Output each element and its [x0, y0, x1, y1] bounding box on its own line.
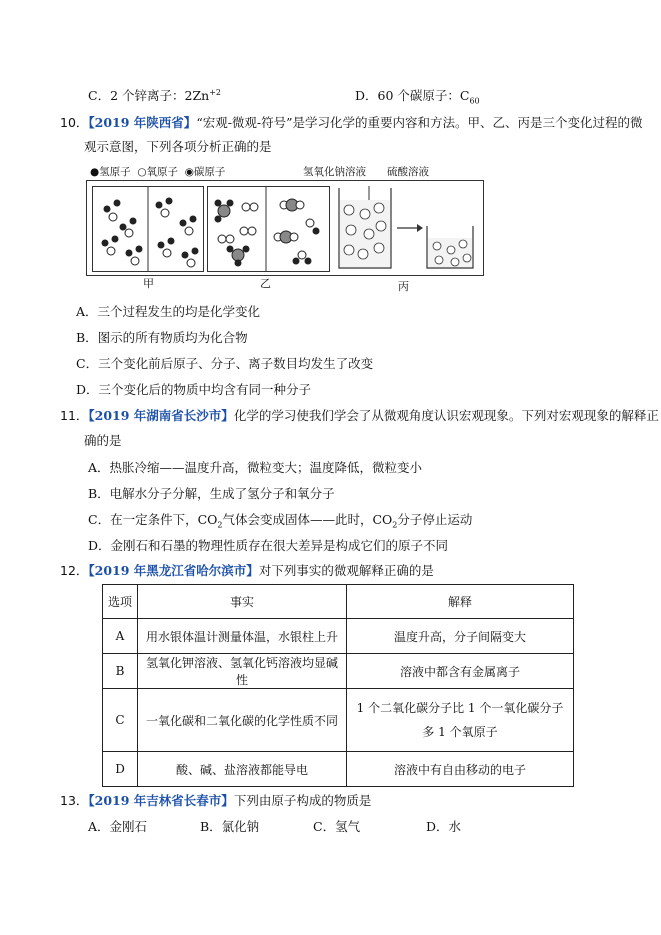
fig-label-h2so4: 硫酸溶液	[387, 166, 429, 178]
q10-figure	[86, 180, 484, 276]
header-fact: 事实	[138, 585, 347, 619]
fig-label-naoh: 氢氧化钠溶液	[303, 166, 366, 178]
q10-option-b: B．图示的所有物质均为化合物	[76, 330, 248, 345]
q9-option-c: C．2 个锌离子：$2Zn^{+2}$	[88, 87, 221, 103]
panel-label-yi: 乙	[260, 277, 271, 290]
q11-option-a: A．热胀冷缩——温度升高，微粒变大；温度降低，微粒变小	[88, 460, 423, 475]
table-header-row	[103, 585, 574, 619]
row-fact: 一氧化碳和二氧化碳的化学性质不同	[138, 689, 347, 752]
row-fact: 用水银体温计测量体温，水银柱上升	[138, 619, 347, 654]
panel-label-jia: 甲	[143, 277, 154, 290]
q12-table	[102, 584, 574, 787]
q11-option-b: B．电解水分子分解，生成了氢分子和氧分子	[88, 486, 335, 501]
row-explanation: 溶液中都含有金属离子	[347, 654, 574, 689]
q13-option-d: D．水	[426, 819, 462, 834]
panel-jia-molecules	[93, 187, 203, 271]
panel-jia	[92, 186, 204, 272]
q10-stem-line2: 观示意图，下列各项分析正确的是	[84, 139, 272, 154]
panel-label-bing: 丙	[398, 280, 409, 293]
row-explanation	[347, 689, 574, 752]
q13-option-b: B．氯化钠	[200, 819, 260, 834]
q13-stem: 13．【2019 年吉林省长春市】下列由原子构成的物质是	[60, 793, 372, 808]
q13-option-c: C．氢气	[313, 819, 361, 834]
panel-yi-molecules	[208, 187, 329, 271]
header-option: 选项	[103, 585, 138, 619]
table-row	[103, 752, 574, 787]
q9-option-d: D．60 个碳原子：$C_{60}$	[355, 88, 480, 106]
legend-oxygen: ○氧原子	[137, 166, 179, 178]
q11-stem-line2: 确的是	[84, 433, 122, 448]
panel-yi	[207, 186, 330, 272]
q10-legend	[90, 164, 225, 179]
panel-bing-beakers	[333, 186, 477, 270]
q10-stem: 10．【2019 年陕西省】“宏观-微观-符号”是学习化学的重要内容和方法。甲、乙、丙是三个变化过程的微	[60, 115, 643, 130]
row-option: A	[103, 619, 138, 654]
panel-bing	[333, 186, 477, 270]
q12-stem: 12．【2019 年黑龙江省哈尔滨市】对下列事实的微观解释正确的是	[60, 563, 434, 578]
row-option: B	[103, 654, 138, 689]
table-row	[103, 619, 574, 654]
row-option: C	[103, 689, 138, 752]
row-explanation: 溶液中有自由移动的电子	[347, 752, 574, 787]
row-option: D	[103, 752, 138, 787]
header-explanation: 解释	[347, 585, 574, 619]
q11-option-d: D．金刚石和石墨的物理性质存在很大差异是构成它们的原子不同	[88, 538, 449, 553]
q10-option-a: A．三个过程发生的均是化学变化	[76, 304, 261, 319]
table-row	[103, 654, 574, 689]
table-row	[103, 689, 574, 752]
q11-stem: 11．【2019 年湖南省长沙市】化学的学习使我们学会了从微观角度认识宏观现象。下列对宏观现象的解释正	[60, 408, 659, 423]
q11-option-c: C．在一定条件下，$CO_2$气体会变成固体——此时，$CO_2$分子停止运动	[88, 512, 473, 530]
row-fact: 氢氧化钾溶液、氢氧化钙溶液均显碱性	[138, 654, 347, 689]
q10-option-c: C．三个变化前后原子、分子、离子数目均发生了改变	[76, 356, 374, 371]
row-explanation-line2: 多 1 个氧原子	[422, 725, 498, 739]
row-fact: 酸、碱、盐溶液都能导电	[138, 752, 347, 787]
q10-option-d: D．三个变化后的物质中均含有同一种分子	[76, 382, 312, 397]
q13-option-a: A．金刚石	[88, 819, 148, 834]
row-explanation-line1: 1 个二氧化碳分子比 1 个一氧化碳分子	[356, 701, 564, 715]
row-explanation: 温度升高，分子间隔变大	[347, 619, 574, 654]
legend-carbon: ◉碳原子	[184, 166, 226, 178]
legend-hydrogen: ●氢原子	[90, 166, 131, 178]
